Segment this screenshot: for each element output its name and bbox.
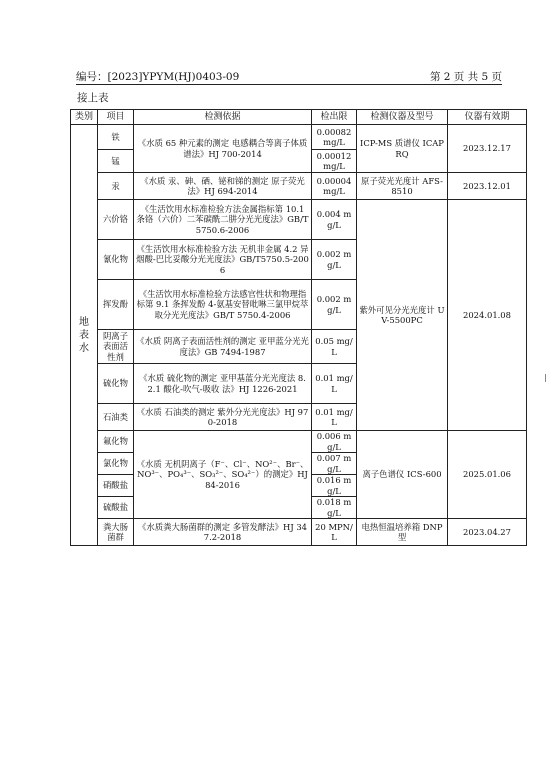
basis-cell: 《水质 阴离子表面活性剂的测定 亚甲蓝分光光度法》GB 7494-1987 <box>134 330 312 364</box>
instrument-cell: ICP-MS 质谱仪 ICAP RQ <box>357 125 448 173</box>
validity-cell: 2025.01.06 <box>448 431 527 519</box>
limit-cell: 0.002 mg/L <box>312 280 357 330</box>
limit-cell: 0.002 mg/L <box>312 240 357 280</box>
continued-label: 接上表 <box>77 92 109 104</box>
column-header: 类别 <box>71 110 98 125</box>
column-header: 检测依据 <box>134 110 312 125</box>
limit-cell: 0.006 mg/L <box>312 431 357 453</box>
validity-cell: 2023.12.01 <box>448 173 527 200</box>
validity-cell: 2024.01.08 <box>448 200 527 431</box>
limit-cell: 0.018 mg/L <box>312 497 357 519</box>
item-cell: 石油类 <box>98 404 134 431</box>
column-header: 检测仪器及型号 <box>357 110 448 125</box>
limit-cell: 0.01 mg/L <box>312 364 357 404</box>
instrument-cell: 电热恒温培养箱 DNP 型 <box>357 519 448 546</box>
limit-cell: 0.004 mg/L <box>312 200 357 240</box>
item-cell: 硝酸盐 <box>98 475 134 497</box>
item-cell: 硫酸盐 <box>98 497 134 519</box>
item-cell: 粪大肠菌群 <box>98 519 134 546</box>
basis-cell: 《生活饮用水标准检验方法感官性状和物理指标第 9.1 条挥发酚 4-氨基安替吡啉三氯甲烷萃取分光光度法》GB/T 5750.4-2006 <box>134 280 312 330</box>
table-row <box>71 431 527 453</box>
limit-cell: 0.00082 mg/L <box>312 125 357 150</box>
item-cell: 氰化物 <box>98 240 134 280</box>
report-header <box>76 69 502 85</box>
validity-cell: 2023.04.27 <box>448 519 527 546</box>
category-cell <box>71 125 98 546</box>
instrument-cell: 离子色谱仪 ICS-600 <box>357 431 448 519</box>
item-cell: 氯化物 <box>98 453 134 475</box>
table-row <box>71 173 527 200</box>
limit-cell: 0.007 mg/L <box>312 453 357 475</box>
instrument-cell: 紫外可见分光光度计 UV-5500PC <box>357 200 448 431</box>
item-cell: 挥发酚 <box>98 280 134 330</box>
item-cell: 铁 <box>98 125 134 150</box>
limit-cell: 20 MPN/L <box>312 519 357 546</box>
column-header: 检出限 <box>312 110 357 125</box>
basis-cell: 《水质 汞、砷、硒、铋和锑的测定 原子荧光法》HJ 694-2014 <box>134 173 312 200</box>
column-header: 仪器有效期 <box>448 110 527 125</box>
item-cell: 六价铬 <box>98 200 134 240</box>
table-header-row <box>71 110 527 125</box>
table-row <box>71 125 527 150</box>
basis-cell: 《水质 65 种元素的测定 电感耦合等离子体质谱法》HJ 700-2014 <box>134 125 312 173</box>
limit-cell: 0.05 mg/L <box>312 330 357 364</box>
column-header: 项目 <box>98 110 134 125</box>
basis-cell: 《水质 无机阴离子（F⁻、Cl⁻、NO²⁻、Br⁻、NO³⁻、PO₄³⁻、SO₃²⁻、SO₄²⁻）的测定》HJ 84-2016 <box>134 431 312 519</box>
limit-cell: 0.00004 mg/L <box>312 173 357 200</box>
table-row <box>71 200 527 240</box>
page-info: 第 2 页 共 5 页 <box>429 71 502 83</box>
basis-cell: 《水质 石油类的测定 紫外分光光度法》HJ 970-2018 <box>134 404 312 431</box>
limit-cell: 0.016 mg/L <box>312 475 357 497</box>
instrument-cell: 原子荧光光度计 AFS-8510 <box>357 173 448 200</box>
report-number: 编号：[2023]YPYM(HJ)0403-09 <box>76 71 240 83</box>
basis-cell: 《生活饮用水标准检验方法金属指标第 10.1 条铬（六价）二苯碳酰二肼分光光度法》GB/T5750.6-2006 <box>134 200 312 240</box>
margin-mark <box>545 374 546 382</box>
item-cell: 硫化物 <box>98 364 134 404</box>
category-label: 地表水 <box>79 316 89 354</box>
item-cell: 阴离子表面活性剂 <box>98 330 134 364</box>
limit-cell: 0.01 mg/L <box>312 404 357 431</box>
item-cell: 汞 <box>98 173 134 200</box>
table-row <box>71 519 527 546</box>
validity-cell: 2023.12.17 <box>448 125 527 173</box>
item-cell: 氟化物 <box>98 431 134 453</box>
detection-methods-table <box>70 109 527 546</box>
basis-cell: 《水质 硫化物的测定 亚甲基蓝分光光度法 8.2.1 酸化-吹气-吸收 法》HJ 1226-2021 <box>134 364 312 404</box>
item-cell: 锰 <box>98 150 134 173</box>
basis-cell: 《生活饮用水标准检验方法 无机非金属 4.2 异烟酸-巴比妥酸分光光度法》GB/T5750.5-2006 <box>134 240 312 280</box>
basis-cell: 《水质粪大肠菌群的测定 多管发酵法》HJ 347.2-2018 <box>134 519 312 546</box>
limit-cell: 0.00012 mg/L <box>312 150 357 173</box>
